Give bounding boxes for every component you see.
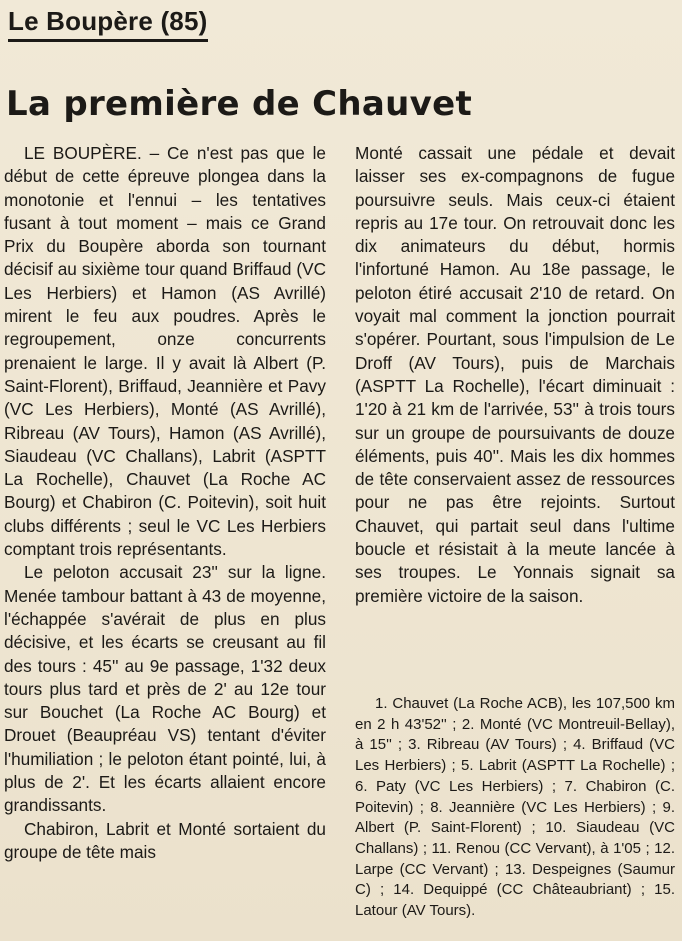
race-results <box>355 694 675 922</box>
paragraph: Chabiron, Labrit et Monté sortaient du groupe de tête mais <box>4 818 326 862</box>
right-column <box>355 142 675 608</box>
location-header: Le Boupère (85) <box>8 4 208 42</box>
left-column <box>4 142 326 864</box>
paragraph: LE BOUPÈRE. – Ce n'est pas que le début de cette épreuve plongea dans la monotonie et l'ennui – les tentatives fusant à tout moment – mais ce Grand Prix du Boupère aborda son tournant décisif au sixième tour quand Briffaud (VC Les Herbiers) et Hamon (AS Avrillé) mirent le feu aux poudres. Après le regroupement, onze concurrents prenaient le large. Il y avait là Albert (P. Saint-Florent), Briffaud, Jeannière et Pavy (VC Les Herbiers), Monté (AS Avrillé), Ribreau (AV Tours), Hamon (AS Avrillé), Siaudeau (VC Challans), Labrit (ASPTT La Rochelle), Chauvet (La Roche AC Bourg) et Chabiron (C. Poitevin), soit huit clubs différents ; seul le VC Les Herbiers comptant trois représentants. <box>4 143 326 560</box>
article-title: La première de Chauvet <box>6 84 473 124</box>
paragraph: Le peloton accusait 23'' sur la ligne. Menée tambour battant à 43 de moyenne, l'échappée s'avérait de plus en plus décisive, et les écarts se creusant au fil des tours : 45'' au 9e passage, 1'32 deux tours plus tard et près de 2' au 12e tour sur Bouchet (La Roche AC Bourg) et Drouet (Beaupréau VS) tentant d'éviter l'humiliation ; le peloton étant pointé, lui, à plus de 2'. Et les écarts allaient encore grandissants. <box>4 562 326 816</box>
results-text: 1. Chauvet (La Roche ACB), les 107,500 km en 2 h 43'52'' ; 2. Monté (VC Montreuil-Bellay), à 15'' ; 3. Ribreau (AV Tours) ; 4. Briffaud (VC Les Herbiers) ; 5. Labrit (ASPTT La Rochelle) ; 6. Paty (VC Les Herbiers) ; 7. Chabiron (C. Poitevin) ; 8. Jeannière (VC Les Herbiers) ; 9. Albert (P. Saint-Florent) ; 10. Siaudeau (VC Challans) ; 11. Renou (CC Vervant), à 1'05 ; 12. Larpe (CC Vervant) ; 13. Despeignes (Saumur C) ; 14. Dequippé (CC Châteaubriant) ; 15. Latour (AV Tours). <box>355 695 675 920</box>
paragraph: Monté cassait une pédale et devait laisser ses ex-compagnons de fugue poursuivre seuls. Mais ceux-ci étaient repris au 17e tour. On retrouvait donc les dix animateurs du début, hormis l'infortuné Hamon. Au 18e passage, le peloton étiré accusait 2'10 de retard. On voyait mal comment la jonction pourrait s'opérer. Pourtant, sous l'impulsion de Le Droff (AV Tours), puis de Marchais (ASPTT La Rochelle), l'écart diminuait : 1'20 à 21 km de l'arrivée, 53'' à trois tours sur un groupe de poursuivants de douze éléments, puis 40''. Mais les dix hommes de tête conservaient assez de ressources pour ne pas être rejoints. Surtout Chauvet, qui partait seul dans l'ultime boucle et résistait à la meute lancée à ses troupes. Le Yonnais signait sa première victoire de la saison. <box>355 143 675 606</box>
